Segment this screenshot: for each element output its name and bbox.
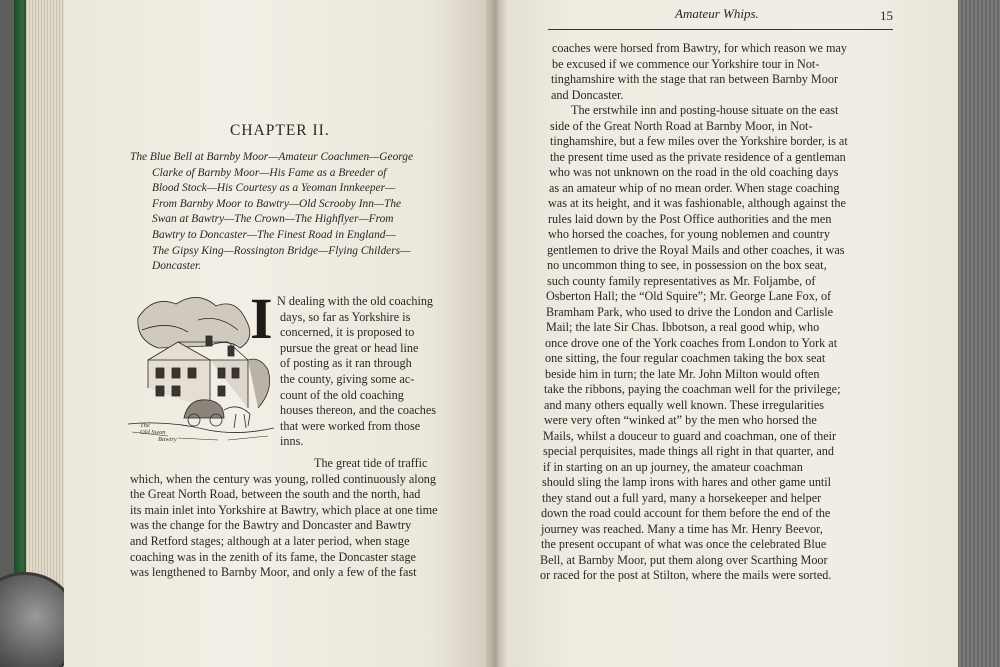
page-number: 15 — [880, 8, 893, 23]
body-text-line: N dealing with the old coaching — [277, 294, 434, 308]
running-head: Amateur Whips. — [675, 6, 759, 21]
body-text-line: down the road could account for them before the end of the — [541, 506, 831, 520]
caption-line: Bawtry — [158, 436, 177, 443]
summary-line: Clarke of Barnby Moor—His Fame as a Breeder of — [152, 166, 387, 179]
chapter-title: CHAPTER II. — [230, 122, 330, 139]
background-right — [955, 0, 1000, 667]
body-text-line: who horsed the coaches, for young noblemen and country — [548, 227, 830, 241]
body-text-line: and many others equally well known. These irregularities — [544, 397, 825, 412]
body-text-line: of posting as it ran through — [280, 356, 412, 371]
body-text-line: once drove one of the York coaches from London to York at — [545, 335, 838, 350]
body-text-line: was at its height, and it was fashionable, although against the — [548, 196, 846, 210]
body-text-line: Bell, at Barnby Moor, put them along over Scarthing Moor — [540, 552, 828, 567]
body-text-line: and Retford stages; although at a later period, when stage — [130, 534, 410, 548]
body-text-line: The great tide of traffic — [314, 456, 428, 470]
body-text-line: Bramham Park, who used to drive the London and Carlisle — [546, 304, 834, 319]
summary-line: Bawtry to Doncaster—The Finest Road in England— — [152, 228, 396, 241]
drop-cap: I — [250, 286, 273, 351]
summary-line: From Barnby Moor to Bawtry—Old Scrooby Inn—The — [152, 197, 402, 210]
page-block-edges — [26, 0, 66, 667]
body-text-line: journey was reached. Many a time has Mr. Henry Beevor, — [541, 521, 823, 536]
body-text-line: take the ribbons, paying the coachman well for the privilege; — [544, 382, 841, 396]
body-text-line: was the change for the Bawtry and Doncaster and Bawtry — [130, 518, 412, 533]
body-text-line: days, so far as Yorkshire is — [280, 309, 411, 324]
body-text-line: the county, giving some ac- — [280, 372, 415, 386]
body-text-line: inns. — [280, 434, 304, 449]
body-text-line: Mails, whilst a douceur to guard and coachman, one of their — [543, 428, 837, 443]
body-text-line: they stand out a full yard, many a horsekeeper and helper — [542, 490, 822, 505]
summary-line: Blood Stock—His Courtesy as a Yeoman Innkeeper— — [152, 182, 396, 195]
body-text-line: Mail; the late Sir Chas. Ibbotson, a real good whip, who — [546, 320, 820, 334]
body-text-line: concerned, it is proposed to — [280, 325, 415, 340]
body-text-line: such county family representatives as Mr. Foljambe, of — [547, 273, 816, 288]
book-gutter — [486, 0, 508, 667]
header-rule — [548, 29, 893, 30]
chapter-summary — [130, 150, 413, 275]
body-text-line: its main inlet into Yorkshire at Bawtry, which place at one time — [130, 502, 438, 517]
body-text-line: were very often “winked at” by the men who horsed the — [544, 413, 817, 427]
body-text-line: special perquisites, made things all right in that quarter, and — [543, 444, 834, 458]
body-text-line: houses thereon, and the coaches — [280, 403, 437, 418]
summary-line: The Gipsy King—Rossington Bridge—Flying Childers— — [152, 244, 411, 257]
body-text-line: if in starting on an up journey, the amateur coachman — [543, 459, 803, 474]
body-text-line: be excused if we commence our Yorkshire tour in Not- — [552, 56, 820, 71]
body-text-line: Osberton Hall; the “Old Squire”; Mr. George Lane Fox, of — [546, 289, 832, 303]
body-text-line: gentlemen to drive the Royal Mails and other coaches, it was — [547, 242, 845, 257]
body-text-line: tinghamshire, but a few miles over the Yorkshire border, is at — [550, 134, 848, 148]
illustration-caption — [140, 422, 177, 443]
body-text-line: the present occupant of what was once the celebrated Blue — [541, 537, 827, 551]
body-text-line: as an amateur whip of no mean order. When stage coaching — [549, 180, 840, 195]
body-text-line: pursue the great or head line — [280, 340, 419, 355]
body-text-line: The erstwhile inn and posting-house situate on the east — [571, 103, 839, 117]
body-text-line: side of the Great North Road at Barnby Moor, in Not- — [550, 118, 813, 133]
summary-line: Doncaster. — [152, 260, 202, 273]
body-text-line: and Doncaster. — [551, 87, 624, 102]
body-text-line: was lengthened to Barnby Moor, and only a few of the fast — [130, 565, 417, 580]
body-text-line: rules laid down by the Post Office authorities and the men — [548, 211, 832, 226]
body-text-line: who was not unknown on the road in the old coaching days — [549, 165, 839, 179]
summary-line: Swan at Bawtry—The Crown—The Highflyer—From — [152, 213, 394, 226]
caption-line: The — [140, 422, 150, 429]
body-text-line: beside him in turn; the late Mr. John Milton would often — [545, 366, 820, 381]
body-text-line: the present time used as the private residence of a gentleman — [550, 149, 846, 164]
body-text-line: that were worked from those — [280, 418, 421, 433]
body-text-line: should sling the lamp irons with hares and other game until — [542, 475, 832, 489]
body-text-line: count of the old coaching — [280, 387, 404, 402]
body-text-line: the Great North Road, between the south and the north, had — [130, 487, 421, 502]
body-text-line: tinghamshire with the stage that ran between Barnby Moor — [551, 72, 839, 86]
body-text-line: one sitting, the four regular coachmen taking the box seat — [545, 351, 826, 365]
body-text-line: coaches were horsed from Bawtry, for which reason we may — [552, 41, 847, 55]
body-text-line: or raced for the post at Stilton, where the mails were sorted. — [540, 568, 832, 582]
body-text-line: no uncommon thing to see, in possession on the box seat, — [547, 258, 827, 272]
body-text-line: which, when the century was young, rolled continuously along — [130, 471, 436, 486]
caption-line: Old Swan — [140, 429, 166, 436]
summary-line: The Blue Bell at Barnby Moor—Amateur Coachmen—George — [130, 151, 414, 163]
body-text-line: coaching was in the zenith of its fame, the Doncaster stage — [130, 549, 416, 564]
